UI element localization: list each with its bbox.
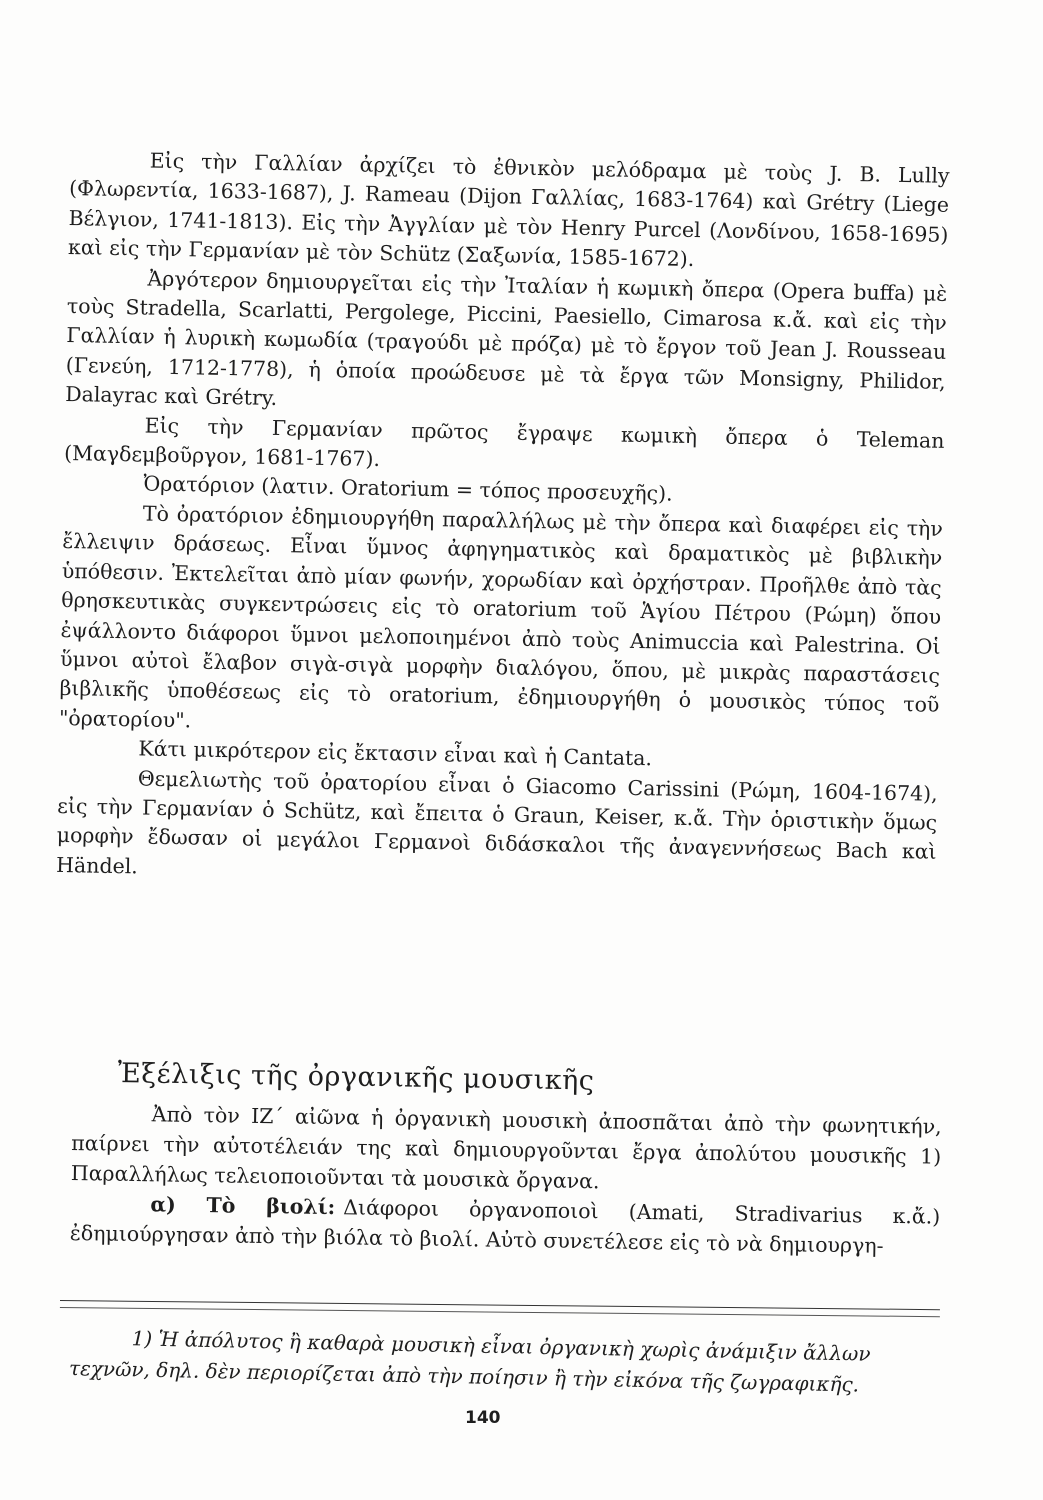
footnote-text: 1) Ἡ ἀπόλυτος ἢ καθαρὰ μουσικὴ εἶναι ὀργανικὴ χωρὶς ἀνάμιξιν ἄλλων τεχνῶν, δηλ. δὲν περιορίζεται ἀπὸ τὴν ποίησιν ἢ τὴν εἰκόνα τῆς ζωγραφικῆς.	[68, 1326, 871, 1397]
footnote-block	[69, 1322, 930, 1402]
section-title: Ἐξέλιξις τῆς ὀργανικῆς μουσικῆς	[117, 1058, 595, 1097]
paragraph-oratorio-description: Τὸ ὀρατόριον ἐδημιουργήθη παραλλήλως μὲ τὴν ὄπερα καὶ διαφέρει εἰς τὴν ἔλλειψιν δράσεως. Εἶναι ὕμνος ἀφηγηματικὸς καὶ δραματικὸς μὲ βιβλικὴν ὑπόθεσιν. Ἐκτελεῖται ἀπὸ μίαν φωνήν, χορωδίαν καὶ ὀρχήστραν. Προῆλθε ἀπὸ τὰς θρησκευτικὰς συγκεντρώσεις εἰς τὸ oratorium τοῦ Ἁγίου Πέτρου (Ρώμη) ὅπου ἐψάλλοντο διάφοροι ὕμνοι μελοποιημένοι ἀπὸ τοὺς Animuccia καὶ Palestrina. Οἱ ὕμνοι αὐτοὶ ἔλαβον σιγὰ-σιγὰ μορφὴν διαλόγου, ὅπου, μὲ μικρὰς παραστάσεις βιβλικῆς ὑποθέσεως εἰς τὸ oratorium, ἐδημιουργήθη ὁ μουσικὸς τύπος τοῦ "ὀρατορίου".	[58, 501, 944, 733]
violin-sub-label: α) Τὸ βιολί:	[150, 1192, 336, 1220]
section-text-block	[70, 1098, 942, 1262]
paragraph-oratorio-founder: Θεμελιωτὴς τοῦ ὀρατορίου εἶναι ὁ Giacomo Carissini (Ρώμη, 1604-1674), εἰς τὴν Γερμανίαν ὁ Schütz, καὶ ἔπειτα ὁ Graun, Keiser, κ.ἄ. Τὴν ὁριστικὴν ὅμως μορφὴν ἔδωσαν οἱ μεγάλοι Γερμανοὶ διδάσκαλοι τῆς ἀναγεννήσεως Bach καὶ Händel.	[55, 765, 938, 879]
footnote-divider	[60, 1300, 940, 1317]
paragraph-germany-teleman: Εἰς τὴν Γερμανίαν πρῶτος ἔγραψε κωμικὴ ὄπερα ὁ Teleman (Μαγδεμβοῦργον, 1681-1767).	[63, 413, 945, 472]
section-violin-paragraph	[70, 1188, 941, 1262]
heading-oratorio: Ὀρατόριον (λατιν. Oratorium = τόπος προσευχῆς).	[143, 471, 673, 507]
main-text-block	[56, 145, 950, 897]
violin-sub-text: Διάφοροι ὀργανοποιοὶ (Amati, Stradivarius κ.ἄ.) ἐδημιούργησαν ἀπὸ τὴν βιόλα τὸ βιολί. Αὐτὸ συνετέλεσε εἰς τὸ νὰ δημιουργη-	[69, 1195, 941, 1258]
paragraph-opera-france: Εἰς τὴν Γαλλίαν ἀρχίζει τὸ ἐθνικὸν μελόδραμα μὲ τοὺς J. B. Lully (Φλωρεντία, 1633-1687), J. Rameau (Dijon Γαλλίας, 1683-1764) καὶ Grétry (Liege Βέλγιον, 1741-1813). Εἰς τὴν Ἀγγλίαν μὲ τὸν Henry Purcel (Λονδίνου, 1658-1695) καὶ εἰς τὴν Γερμανίαν μὲ τὸν Schütz (Σαξωνία, 1585-1672).	[67, 148, 950, 272]
paragraph-comic-opera: Ἀργότερον δημιουργεῖται εἰς τὴν Ἰταλίαν ἡ κωμικὴ ὄπερα (Opera buffa) μὲ τοὺς Stradella, Scarlatti, Pergolege, Piccini, Paesiello, Cimarosa κ.ἄ. καὶ εἰς τὴν Γαλλίαν ἡ λυρικὴ κωμωδία (τραγούδι μὲ πρόζα) μὲ τὸ ἔργον τοῦ Jean J. Rousseau (Γενεύη, 1712-1778), ἡ ὁποία προώδευσε μὲ τὰ ἔργα τῶν Monsigny, Philidor, Dalayrac καὶ Grétry.	[64, 266, 948, 411]
section-intro: Ἀπὸ τὸν ΙΖ΄ αἰῶνα ἡ ὀργανικὴ μουσικὴ ἀποσπᾶται ἀπὸ τὴν φωνητικήν, παίρνει τὴν αὐτοτέλειάν της καὶ δημιουργοῦνται ἔργα ἀπολύτου μουσικῆς 1) Παραλλήλως τελειοποιοῦνται τὰ μουσικὰ ὄργανα.	[70, 1102, 942, 1194]
paragraph-cantata: Κάτι μικρότερον εἰς ἔκτασιν εἶναι καὶ ἡ Cantata.	[138, 736, 653, 771]
page-number: 140	[465, 1408, 501, 1428]
